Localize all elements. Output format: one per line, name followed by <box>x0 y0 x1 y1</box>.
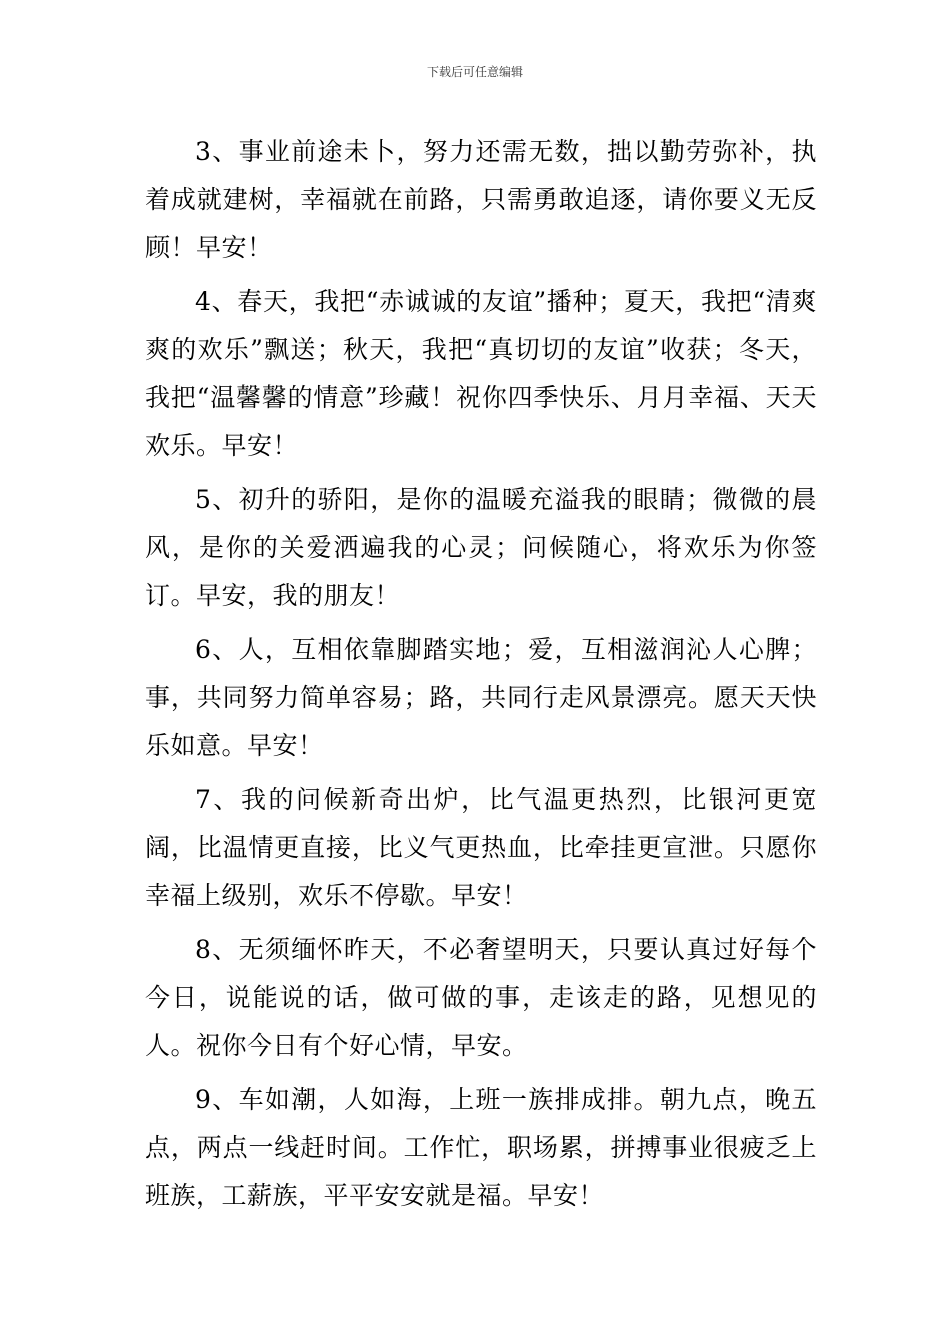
paragraph-6: 6、人，互相依靠脚踏实地；爱，互相滋润沁人心脾；事，共同努力简单容易；路，共同行走风景漂亮。愿天天快乐如意。早安！ <box>145 635 817 760</box>
paragraph-7: 7、我的问候新奇出炉，比气温更热烈，比银河更宽阔，比温情更直接，比义气更热血，比牵挂更宣泄。只愿你幸福上级别，欢乐不停歇。早安！ <box>145 785 817 910</box>
paragraph-8: 8、无须缅怀昨天，不必奢望明天，只要认真过好每个今日，说能说的话，做可做的事，走该走的路，见想见的人。祝你今日有个好心情，早安。 <box>145 935 817 1060</box>
paragraph-5: 5、初升的骄阳，是你的温暖充溢我的眼睛；微微的晨风，是你的关爱洒遍我的心灵；问候随心，将欢乐为你签订。早安，我的朋友！ <box>145 485 817 610</box>
paragraph-4: 4、春天，我把“赤诚诚的友谊”播种；夏天，我把“清爽爽的欢乐”飘送；秋天，我把“真切切的友谊”收获；冬天，我把“温馨馨的情意”珍藏！祝你四季快乐、月月幸福、天天欢乐。早安！ <box>145 287 817 460</box>
document-body <box>145 128 817 1220</box>
paragraph-9: 9、车如潮，人如海，上班一族排成排。朝九点，晚五点，两点一线赶时间。工作忙，职场累，拼搏事业很疲乏上班族，工薪族，平平安安就是福。早安！ <box>145 1085 817 1210</box>
page-header: 下载后可任意编辑 <box>426 65 523 79</box>
paragraph-3: 3、事业前途未卜，努力还需无数，拙以勤劳弥补，执着成就建树，幸福就在前路，只需勇敢追逐，请你要义无反顾！早安！ <box>145 137 817 262</box>
